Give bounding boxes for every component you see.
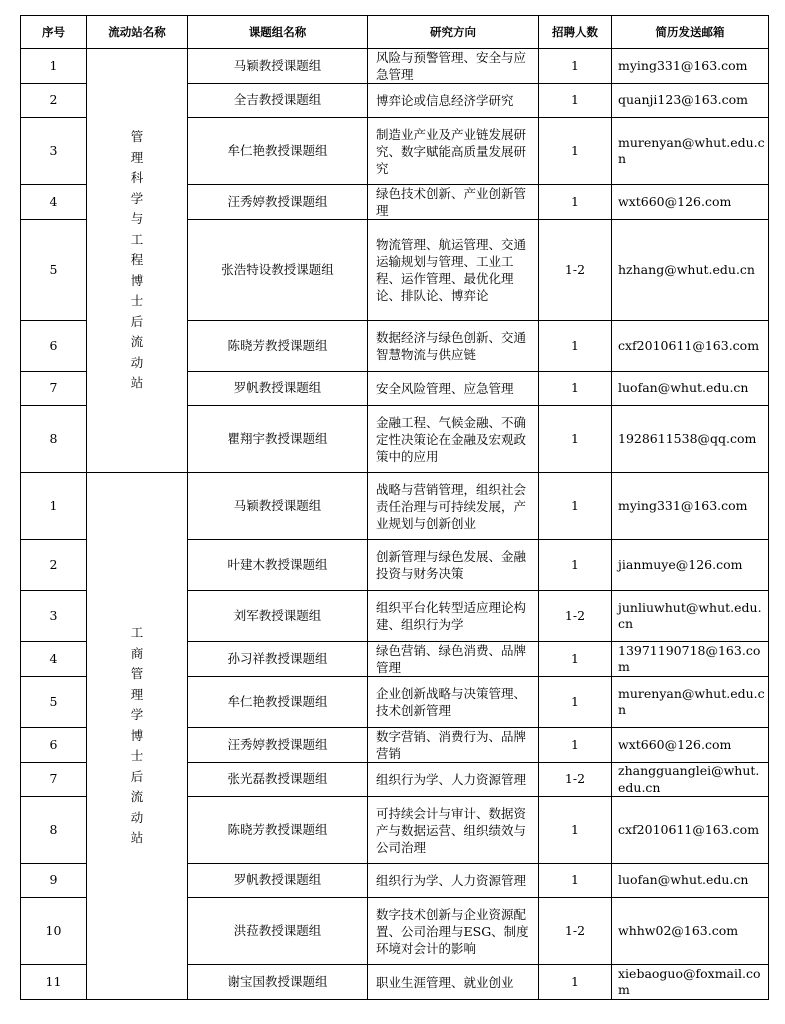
row-direction: 企业创新战略与决策管理、技术创新管理 xyxy=(368,677,539,728)
row-group: 马颖教授课题组 xyxy=(188,49,368,84)
row-email: zhangguanglei@whut.edu.cn xyxy=(612,763,769,797)
row-group: 谢宝国教授课题组 xyxy=(188,965,368,1000)
row-direction: 组织平台化转型适应理论构建、组织行为学 xyxy=(368,591,539,642)
row-count: 1 xyxy=(539,540,612,591)
row-email: murenyan@whut.edu.cn xyxy=(612,677,769,728)
row-email: 1928611538@qq.com xyxy=(612,406,769,473)
row-serial: 2 xyxy=(21,540,87,591)
row-count: 1 xyxy=(539,797,612,864)
row-count: 1 xyxy=(539,965,612,1000)
row-serial: 6 xyxy=(21,321,87,372)
row-email: luofan@whut.edu.cn xyxy=(612,864,769,898)
row-direction: 组织行为学、人力资源管理 xyxy=(368,763,539,797)
row-email: wxt660@126.com xyxy=(612,185,769,220)
header-serial: 序号 xyxy=(21,16,87,49)
row-count: 1 xyxy=(539,473,612,540)
row-count: 1 xyxy=(539,406,612,473)
row-email: wxt660@126.com xyxy=(612,728,769,763)
row-serial: 7 xyxy=(21,763,87,797)
row-direction: 绿色技术创新、产业创新管理 xyxy=(368,185,539,220)
header-direction: 研究方向 xyxy=(368,16,539,49)
row-group: 张光磊教授课题组 xyxy=(188,763,368,797)
row-group: 罗帆教授课题组 xyxy=(188,864,368,898)
row-serial: 6 xyxy=(21,728,87,763)
row-count: 1 xyxy=(539,864,612,898)
row-email: whhw02@163.com xyxy=(612,898,769,965)
row-count: 1-2 xyxy=(539,591,612,642)
row-direction: 数据经济与绿色创新、交通智慧物流与供应链 xyxy=(368,321,539,372)
row-count: 1 xyxy=(539,728,612,763)
row-email: hzhang@whut.edu.cn xyxy=(612,220,769,321)
row-group: 陈晓芳教授课题组 xyxy=(188,797,368,864)
station-name-cell xyxy=(87,49,188,473)
postdoc-recruitment-table xyxy=(20,15,769,1000)
row-email: jianmuye@126.com xyxy=(612,540,769,591)
row-direction: 风险与预警管理、安全与应急管理 xyxy=(368,49,539,84)
table-header-row xyxy=(21,16,769,49)
row-group: 全吉教授课题组 xyxy=(188,84,368,118)
row-group: 孙习祥教授课题组 xyxy=(188,642,368,677)
row-serial: 3 xyxy=(21,591,87,642)
row-email: quanji123@163.com xyxy=(612,84,769,118)
row-direction: 金融工程、气候金融、不确定性决策论在金融及宏观政策中的应用 xyxy=(368,406,539,473)
row-email: cxf2010611@163.com xyxy=(612,797,769,864)
row-direction: 组织行为学、人力资源管理 xyxy=(368,864,539,898)
row-count: 1-2 xyxy=(539,763,612,797)
row-serial: 4 xyxy=(21,185,87,220)
row-group: 瞿翔宇教授课题组 xyxy=(188,406,368,473)
row-count: 1-2 xyxy=(539,220,612,321)
row-serial: 10 xyxy=(21,898,87,965)
row-group: 罗帆教授课题组 xyxy=(188,372,368,406)
row-group: 牟仁艳教授课题组 xyxy=(188,677,368,728)
row-email: junliuwhut@whut.edu.cn xyxy=(612,591,769,642)
row-direction: 创新管理与绿色发展、金融投资与财务决策 xyxy=(368,540,539,591)
row-count: 1-2 xyxy=(539,898,612,965)
row-group: 刘军教授课题组 xyxy=(188,591,368,642)
row-direction: 数字营销、消费行为、品牌营销 xyxy=(368,728,539,763)
row-email: cxf2010611@163.com xyxy=(612,321,769,372)
row-count: 1 xyxy=(539,321,612,372)
row-group: 叶建木教授课题组 xyxy=(188,540,368,591)
row-serial: 9 xyxy=(21,864,87,898)
row-group: 陈晓芳教授课题组 xyxy=(188,321,368,372)
row-direction: 数字技术创新与企业资源配置、公司治理与ESG、制度环境对会计的影响 xyxy=(368,898,539,965)
row-email: murenyan@whut.edu.cn xyxy=(612,118,769,185)
row-serial: 8 xyxy=(21,797,87,864)
row-direction: 战略与营销管理，组织社会责任治理与可持续发展，产业规划与创新创业 xyxy=(368,473,539,540)
row-email: 13971190718@163.com xyxy=(612,642,769,677)
row-count: 1 xyxy=(539,185,612,220)
row-count: 1 xyxy=(539,677,612,728)
row-count: 1 xyxy=(539,372,612,406)
row-group: 汪秀婷教授课题组 xyxy=(188,728,368,763)
row-email: xiebaoguo@foxmail.com xyxy=(612,965,769,1000)
row-direction: 可持续会计与审计、数据资产与数据运营、组织绩效与公司治理 xyxy=(368,797,539,864)
row-count: 1 xyxy=(539,49,612,84)
row-serial: 5 xyxy=(21,677,87,728)
row-serial: 3 xyxy=(21,118,87,185)
row-direction: 博弈论或信息经济学研究 xyxy=(368,84,539,118)
row-email: luofan@whut.edu.cn xyxy=(612,372,769,406)
header-group: 课题组名称 xyxy=(188,16,368,49)
row-direction: 绿色营销、绿色消费、品牌管理 xyxy=(368,642,539,677)
table-row xyxy=(21,49,769,84)
row-group: 张浩特设教授课题组 xyxy=(188,220,368,321)
row-serial: 2 xyxy=(21,84,87,118)
row-serial: 1 xyxy=(21,49,87,84)
row-direction: 物流管理、航运管理、交通运输规划与管理、工业工程、运作管理、最优化理论、排队论、博弈论 xyxy=(368,220,539,321)
header-email: 简历发送邮箱 xyxy=(612,16,769,49)
row-serial: 5 xyxy=(21,220,87,321)
header-count: 招聘人数 xyxy=(539,16,612,49)
station-name: 工商管理学博士后流动站 xyxy=(130,625,144,846)
row-group: 洪菈教授课题组 xyxy=(188,898,368,965)
row-count: 1 xyxy=(539,84,612,118)
row-email: mying331@163.com xyxy=(612,473,769,540)
station-name-cell xyxy=(87,473,188,1000)
row-serial: 4 xyxy=(21,642,87,677)
row-serial: 8 xyxy=(21,406,87,473)
row-serial: 1 xyxy=(21,473,87,540)
row-direction: 职业生涯管理、就业创业 xyxy=(368,965,539,1000)
row-serial: 7 xyxy=(21,372,87,406)
row-group: 汪秀婷教授课题组 xyxy=(188,185,368,220)
row-serial: 11 xyxy=(21,965,87,1000)
row-email: mying331@163.com xyxy=(612,49,769,84)
station-name: 管理科学与工程博士后流动站 xyxy=(130,129,144,391)
header-station: 流动站名称 xyxy=(87,16,188,49)
row-group: 牟仁艳教授课题组 xyxy=(188,118,368,185)
row-count: 1 xyxy=(539,642,612,677)
row-direction: 制造业产业及产业链发展研究、数字赋能高质量发展研究 xyxy=(368,118,539,185)
row-count: 1 xyxy=(539,118,612,185)
row-group: 马颖教授课题组 xyxy=(188,473,368,540)
row-direction: 安全风险管理、应急管理 xyxy=(368,372,539,406)
table-row xyxy=(21,473,769,540)
